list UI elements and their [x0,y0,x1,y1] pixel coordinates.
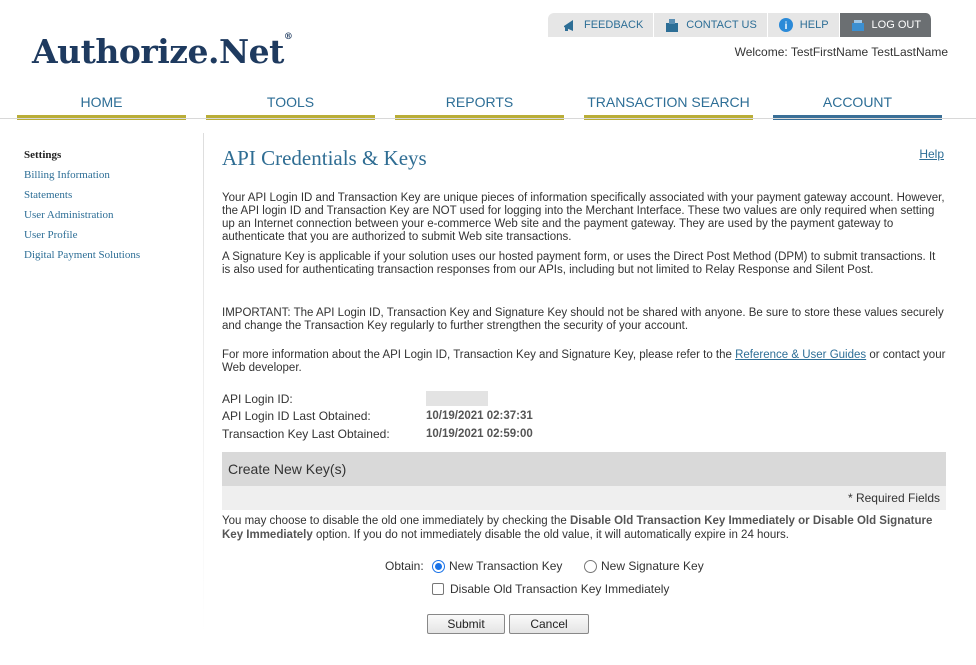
disable-note [222,514,946,542]
obtain-label: Obtain: [385,559,424,573]
main-content [222,146,946,631]
more-info-text-pre: For more information about the API Login ID, Transaction Key and Signature Key, please refer to the [222,349,736,361]
disable-old-key-label: Disable Old Transaction Key Immediately [450,582,670,596]
page-title: API Credentials & Keys [222,146,427,170]
radio-new-signature-key-option[interactable] [584,559,704,573]
disable-note-post: option. If you do not immediately disable the old value, it will automatically expire in 24 hours. [312,529,789,541]
main-nav-tabs [17,94,962,120]
login-obtained-value: 10/19/2021 02:37:31 [426,410,533,423]
required-fields-note: * Required Fields [222,486,946,510]
more-info-paragraph [222,349,946,375]
info-row-txkey-obtained [222,425,533,443]
sidebar-item-user-administration[interactable]: User Administration [24,209,114,221]
reference-user-guides-link[interactable]: Reference & User Guides [735,349,867,361]
radio-new-transaction-key-option[interactable] [432,559,562,573]
info-row-login-id [222,390,533,408]
logout-icon [850,17,866,33]
contact-us-label: CONTACT US [686,19,757,31]
cancel-button[interactable]: Cancel [509,614,589,634]
important-paragraph: IMPORTANT: The API Login ID, Transaction Key and Signature Key should not be shared with anyone. Be sure to store these values securely and change the Transaction Key regularly to further strengthen the security of your account. [222,307,944,332]
info-row-login-obtained [222,408,533,426]
tab-tools[interactable]: TOOLS [206,94,375,120]
feedback-label: FEEDBACK [584,19,644,31]
sidebar-item-user-profile[interactable]: User Profile [24,229,78,241]
welcome-text: Welcome: TestFirstName TestLastName [734,45,948,59]
logo-text: Authorize.Net [32,32,284,71]
disable-old-key-checkbox[interactable] [432,583,444,595]
logo-reg-mark: ® [283,32,293,42]
tab-reports[interactable]: REPORTS [395,94,564,120]
sidebar-item-statements[interactable]: Statements [24,189,73,201]
help-label: HELP [799,19,829,31]
help-link[interactable]: Help [919,147,944,161]
logout-label: LOG OUT [871,19,922,31]
help-circle-icon [778,17,794,33]
svg-text:i: i [784,21,788,32]
radio-new-transaction-key-label: New Transaction Key [449,559,563,573]
create-new-keys-header: Create New Key(s) [222,452,946,486]
intro-paragraph: Your API Login ID and Transaction Key are unique pieces of information specifically associated with your payment gateway account. However, the API login ID and Transaction Key are NOT used for logging into the Merchant Interface. These two values are only required when setting up an Internet connection between your e-commerce Web site and the payment gateway. They are used by the payment gateway to authenticate that you are authorized to submit Web site transactions. [222,192,945,243]
sidebar [24,150,140,270]
sidebar-divider [203,133,204,633]
signature-key-paragraph: A Signature Key is applicable if your solution uses our hosted payment form, or uses the Direct Post Method (DPM) to submit transactions. It is also used for authenticating transaction responses from our APIs, including but not limited to Relay Response and Silent Post. [222,251,936,276]
tab-home[interactable]: HOME [17,94,186,120]
submit-button[interactable]: Submit [427,614,505,634]
tab-account[interactable]: ACCOUNT [773,94,942,120]
sidebar-item-settings[interactable]: Settings [24,149,62,161]
megaphone-icon [562,17,578,33]
txkey-obtained-value: 10/19/2021 02:59:00 [426,427,533,440]
disable-note-bold: Disable Old Transaction Key Immediately or Disable Old Signature Key Immediately [222,515,933,541]
tab-transaction-search[interactable]: TRANSACTION SEARCH [584,94,753,120]
contact-building-icon [664,17,680,33]
contact-us-link[interactable] [654,13,768,37]
radio-new-transaction-key[interactable] [432,560,445,573]
logout-link[interactable] [840,13,933,37]
credentials-info [222,390,533,443]
txkey-obtained-label: Transaction Key Last Obtained: [222,426,390,441]
nav-divider [0,118,976,119]
login-id-masked-value [426,391,488,406]
disable-note-pre: You may choose to disable the old one immediately by checking the [222,515,570,527]
authorize-net-logo[interactable] [32,32,292,71]
radio-new-signature-key[interactable] [584,560,597,573]
radio-new-signature-key-label: New Signature Key [601,559,704,573]
utility-bar [548,13,932,37]
help-link-top[interactable] [768,13,840,37]
login-id-label: API Login ID: [222,391,293,406]
sidebar-item-billing-information[interactable]: Billing Information [24,169,110,181]
sidebar-item-digital-payment-solutions[interactable]: Digital Payment Solutions [24,249,141,261]
more-info-text-post: or contact your Web developer. [222,349,946,374]
disable-old-key-option[interactable] [432,582,669,596]
feedback-link[interactable] [548,13,654,37]
login-obtained-label: API Login ID Last Obtained: [222,409,371,424]
